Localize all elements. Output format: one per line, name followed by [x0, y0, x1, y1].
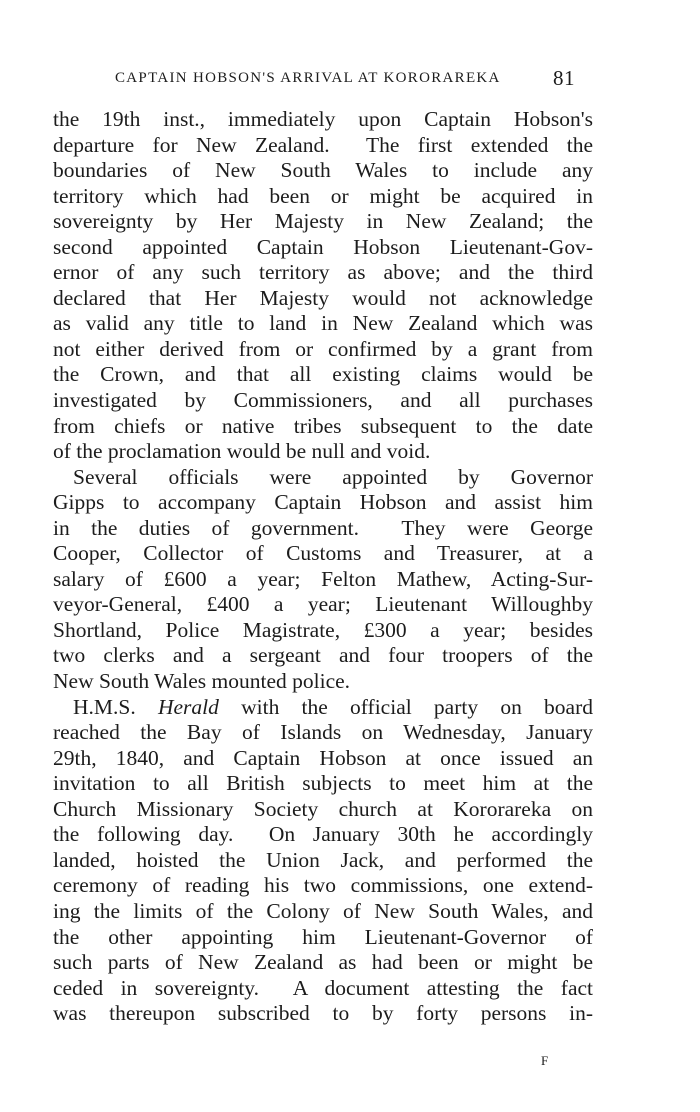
text-line: two clerks and a sergeant and four troopers of the [53, 643, 593, 668]
text-line: Several officials were appointed by Governor [73, 464, 593, 489]
text-run: with the official party on board [218, 694, 593, 719]
text-line: ing the limits of the Colony of New South Wales, and [53, 898, 593, 923]
text-line: such parts of New Zealand as had been or might be [53, 950, 593, 975]
text-line: of the proclamation would be null and void. [53, 439, 431, 464]
text-line: declared that Her Majesty would not acknowledge [53, 285, 593, 310]
text-line: salary of £600 a year; Felton Mathew, Acting-Sur- [53, 566, 593, 591]
text-line: the following day. On January 30th he accordingly [53, 822, 593, 847]
text-line: Gipps to accompany Captain Hobson and assist him [53, 490, 593, 515]
text-run: H.M.S. [73, 694, 158, 719]
text-line: the other appointing him Lieutenant-Governor of [53, 924, 593, 949]
text-line: in the duties of government. They were George [53, 515, 593, 540]
text-line [53, 695, 593, 721]
running-head [115, 66, 575, 94]
text-line: Shortland, Police Magistrate, £300 a year; besides [53, 617, 593, 642]
text-line: landed, hoisted the Union Jack, and performed the [53, 847, 593, 872]
text-line: territory which had been or might be acquired in [53, 183, 593, 208]
text-line: the Crown, and that all existing claims would be [53, 362, 593, 387]
body-text [53, 107, 593, 1027]
text-line: second appointed Captain Hobson Lieutenant-Gov- [53, 234, 593, 259]
text-line: sovereignty by Her Majesty in New Zealand; the [53, 209, 593, 234]
text-line: as valid any title to land in New Zealand which was [53, 311, 593, 336]
text-line: was thereupon subscribed to by forty persons in- [53, 1001, 593, 1026]
text-line: ernor of any such territory as above; and the third [53, 260, 593, 285]
text-line: veyor-General, £400 a year; Lieutenant Willoughby [53, 592, 593, 617]
text-line: invitation to all British subjects to meet him at the [53, 771, 593, 796]
text-line: New South Wales mounted police. [53, 669, 351, 694]
text-line: boundaries of New South Wales to include any [53, 158, 593, 183]
ship-name: Herald [157, 694, 219, 719]
text-line: ceded in sovereignty. A document attesting the fact [53, 975, 593, 1000]
page-number: 81 [553, 66, 575, 90]
text-line: Church Missionary Society church at Kororareka on [53, 796, 593, 821]
text-line: ceremony of reading his two commissions, one extend- [53, 873, 593, 898]
text-line: from chiefs or native tribes subsequent to the date [53, 413, 593, 438]
running-head-title: CAPTAIN HOBSON'S ARRIVAL AT KORORAREKA [115, 70, 501, 86]
text-line: the 19th inst., immediately upon Captain Hobson's [53, 107, 593, 131]
text-line: 29th, 1840, and Captain Hobson at once issued an [53, 745, 593, 770]
text-line: reached the Bay of Islands on Wednesday, January [53, 720, 593, 745]
signature-mark: F [541, 1053, 549, 1068]
text-line: departure for New Zealand. The first extended the [53, 132, 593, 157]
text-line: not either derived from or confirmed by a grant from [53, 336, 593, 361]
text-line: Cooper, Collector of Customs and Treasurer, at a [53, 541, 593, 566]
text-line: investigated by Commissioners, and all purchases [53, 388, 593, 413]
